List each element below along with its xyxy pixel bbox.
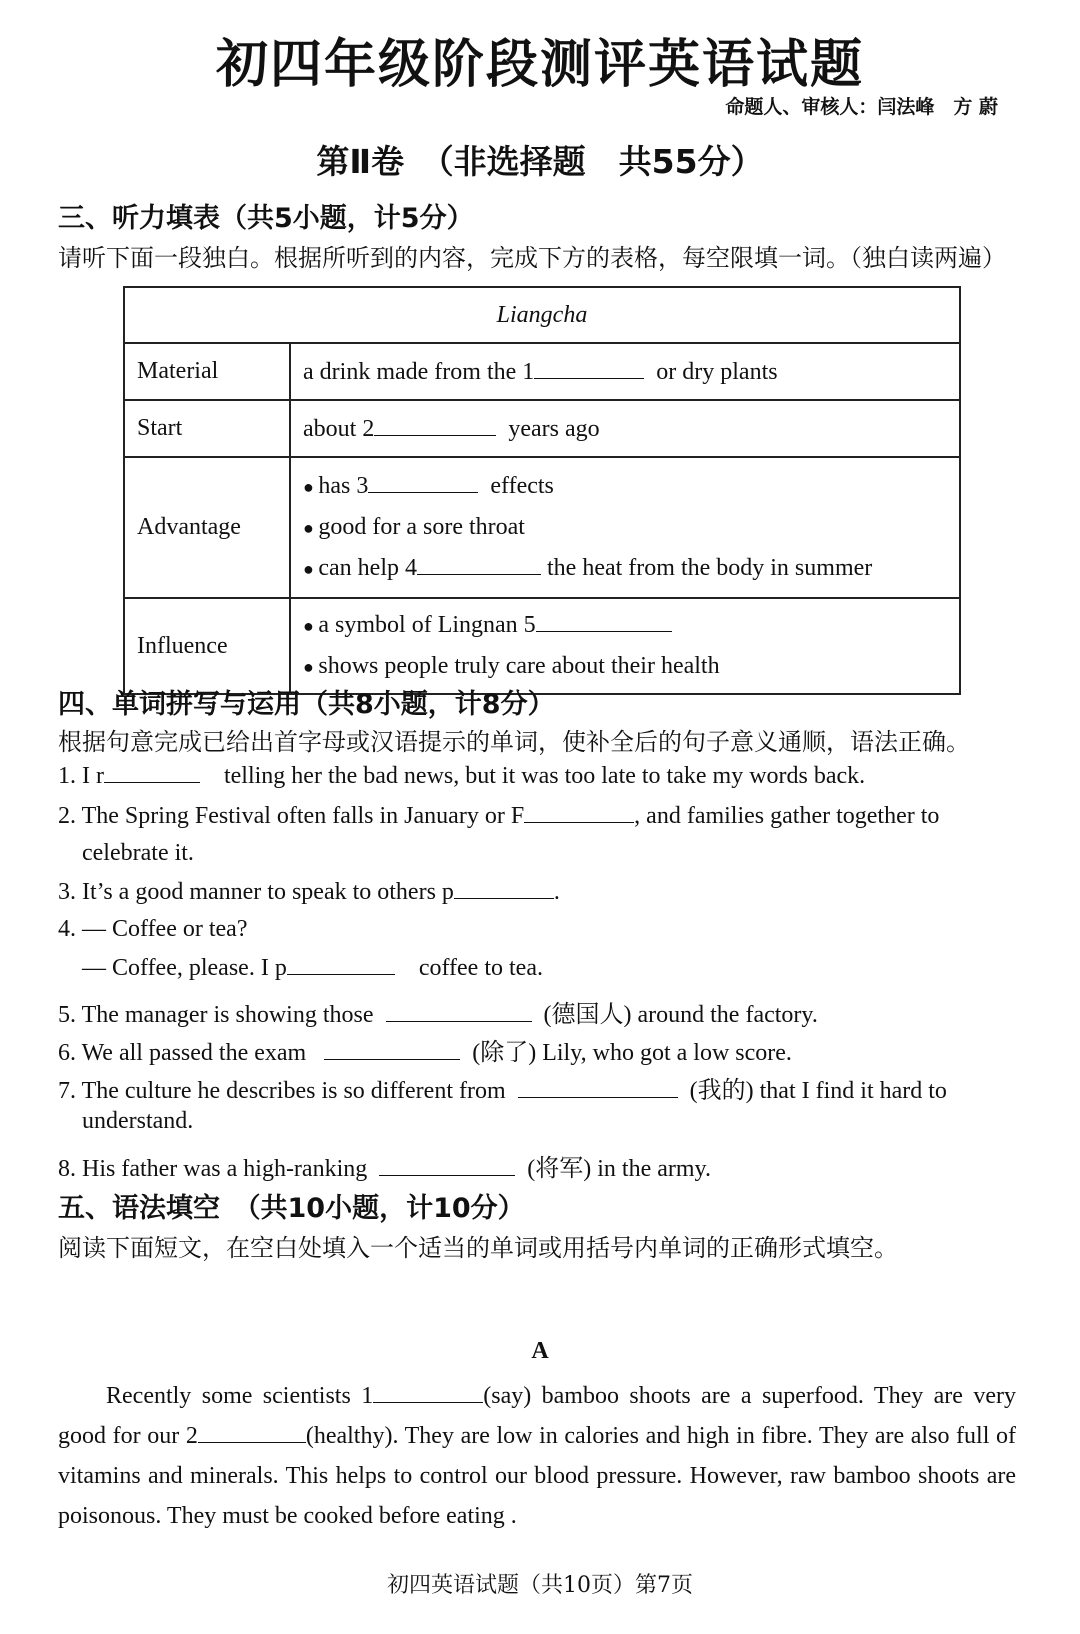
answer-blank-3[interactable] (368, 472, 478, 493)
exam-title: 初四年级阶段测评英语试题 (215, 34, 864, 95)
text: the heat from the body in summer (547, 555, 873, 581)
bullet-item (303, 466, 947, 507)
text: 3. It’s a good manner to speak to others p (58, 879, 454, 905)
question-4-answer (82, 954, 543, 982)
answer-blank[interactable] (379, 1155, 515, 1176)
answer-blank[interactable] (104, 762, 200, 783)
section4-instruction: 根据句意完成已给出首字母或汉语提示的单词，使补全后的句子意义通顺，语法正确。 (58, 728, 970, 756)
text: (我的) that I find it hard to (689, 1078, 947, 1104)
answer-blank-2[interactable] (374, 415, 496, 436)
answer-blank-5[interactable] (536, 611, 672, 632)
table-row-material (124, 343, 960, 400)
question-1 (58, 762, 865, 790)
answer-blank[interactable] (454, 878, 554, 899)
question-3 (58, 878, 560, 906)
text: or dry plants (656, 358, 778, 385)
text: years ago (508, 415, 600, 442)
passage-label: A (531, 1338, 549, 1364)
row-content (290, 400, 960, 457)
page-footer: 初四英语试题（共10页）第7页 (387, 1573, 693, 1598)
question-4: 4. — Coffee or tea? (58, 916, 248, 942)
text: telling her the bad news, but it was too late to take my words back. (223, 763, 866, 789)
text: 2. The Spring Festival often falls in January or F (58, 803, 525, 829)
section3-instruction: 请听下面一段独白。根据所听到的内容，完成下方的表格，每空限填一词。（独白读两遍） (58, 244, 1006, 272)
row-content (290, 457, 960, 598)
text: can help 4 (318, 555, 417, 581)
text: (将军) in the army. (527, 1156, 711, 1182)
row-label: Start (124, 400, 290, 457)
text: 8. His father was a high-ranking (58, 1156, 368, 1182)
question-6 (58, 1032, 792, 1067)
section3-heading: 三、听力填表（共5小题，计5分） (58, 203, 474, 234)
row-label: Advantage (124, 457, 290, 598)
text: . (553, 879, 560, 905)
section4-heading: 四、单词拼写与运用（共8小题，计8分） (58, 689, 555, 720)
question-7 (58, 1070, 947, 1105)
table-row-start (124, 400, 960, 457)
question-7-cont: understand. (82, 1108, 194, 1134)
text: a symbol of Lingnan 5 (318, 612, 536, 638)
answer-blank[interactable] (386, 1001, 532, 1022)
text: 1. I r (58, 763, 104, 789)
liangcha-table (123, 286, 961, 695)
text: about 2 (303, 415, 375, 442)
text: (除了) Lily, who got a low score. (472, 1040, 792, 1066)
text: (德国人) around the factory. (543, 1002, 818, 1028)
table-caption: Liangcha (124, 287, 960, 343)
table-row-advantage (124, 457, 960, 598)
exam-authors: 命题人、审核人：闫法峰 方 蔚 (725, 96, 998, 118)
row-label: Influence (124, 598, 290, 694)
text: 7. The culture he describes is so different from (58, 1078, 506, 1104)
question-8 (58, 1148, 711, 1183)
question-2 (58, 802, 939, 830)
question-2-cont: celebrate it. (82, 840, 194, 866)
answer-blank[interactable] (287, 954, 395, 975)
passage-a (58, 1376, 1016, 1536)
answer-blank[interactable] (518, 1077, 678, 1098)
answer-blank-4[interactable] (417, 554, 541, 575)
bullet-item (303, 548, 947, 589)
text: Recently some scientists 1 (106, 1383, 374, 1409)
answer-blank[interactable] (324, 1039, 460, 1060)
text: — Coffee, please. I p (82, 955, 287, 981)
text: has 3 (318, 473, 369, 499)
question-5 (58, 994, 818, 1029)
row-label: Material (124, 343, 290, 400)
text: 5. The manager is showing those (58, 1002, 374, 1028)
answer-blank-2[interactable] (198, 1422, 306, 1443)
section5-instruction: 阅读下面短文，在空白处填入一个适当的单词或用括号内单词的正确形式填空。 (58, 1234, 898, 1262)
text: effects (490, 473, 554, 499)
answer-blank[interactable] (524, 802, 634, 823)
table-row-influence (124, 598, 960, 694)
text: coffee to tea. (418, 955, 543, 981)
row-content (290, 343, 960, 400)
bullet-item: ● good for a sore throat (303, 507, 947, 548)
bullet-item: ● shows people truly care about their health (303, 646, 947, 687)
text: (say) bamboo shoots are a superfood. They are very good for our 2 (58, 1383, 1016, 1449)
text: a drink made from the 1 (303, 358, 535, 385)
section5-heading: 五、语法填空 （共10小题，计10分） (58, 1193, 525, 1224)
answer-blank-1[interactable] (373, 1382, 483, 1403)
text: 6. We all passed the exam (58, 1040, 307, 1066)
row-content (290, 598, 960, 694)
text: , and families gather together to (634, 803, 940, 829)
volume-heading: 第Ⅱ卷 （非选择题 共55分） (316, 142, 764, 181)
text: (healthy). They are low in calories and high in fibre. They are also full of vitamins and minerals. This helps to control our blood pressure. However, raw bamboo shoots are poisonous. They must be cooked before eating . (58, 1423, 1016, 1529)
answer-blank-1[interactable] (534, 358, 644, 379)
bullet-item (303, 605, 947, 646)
